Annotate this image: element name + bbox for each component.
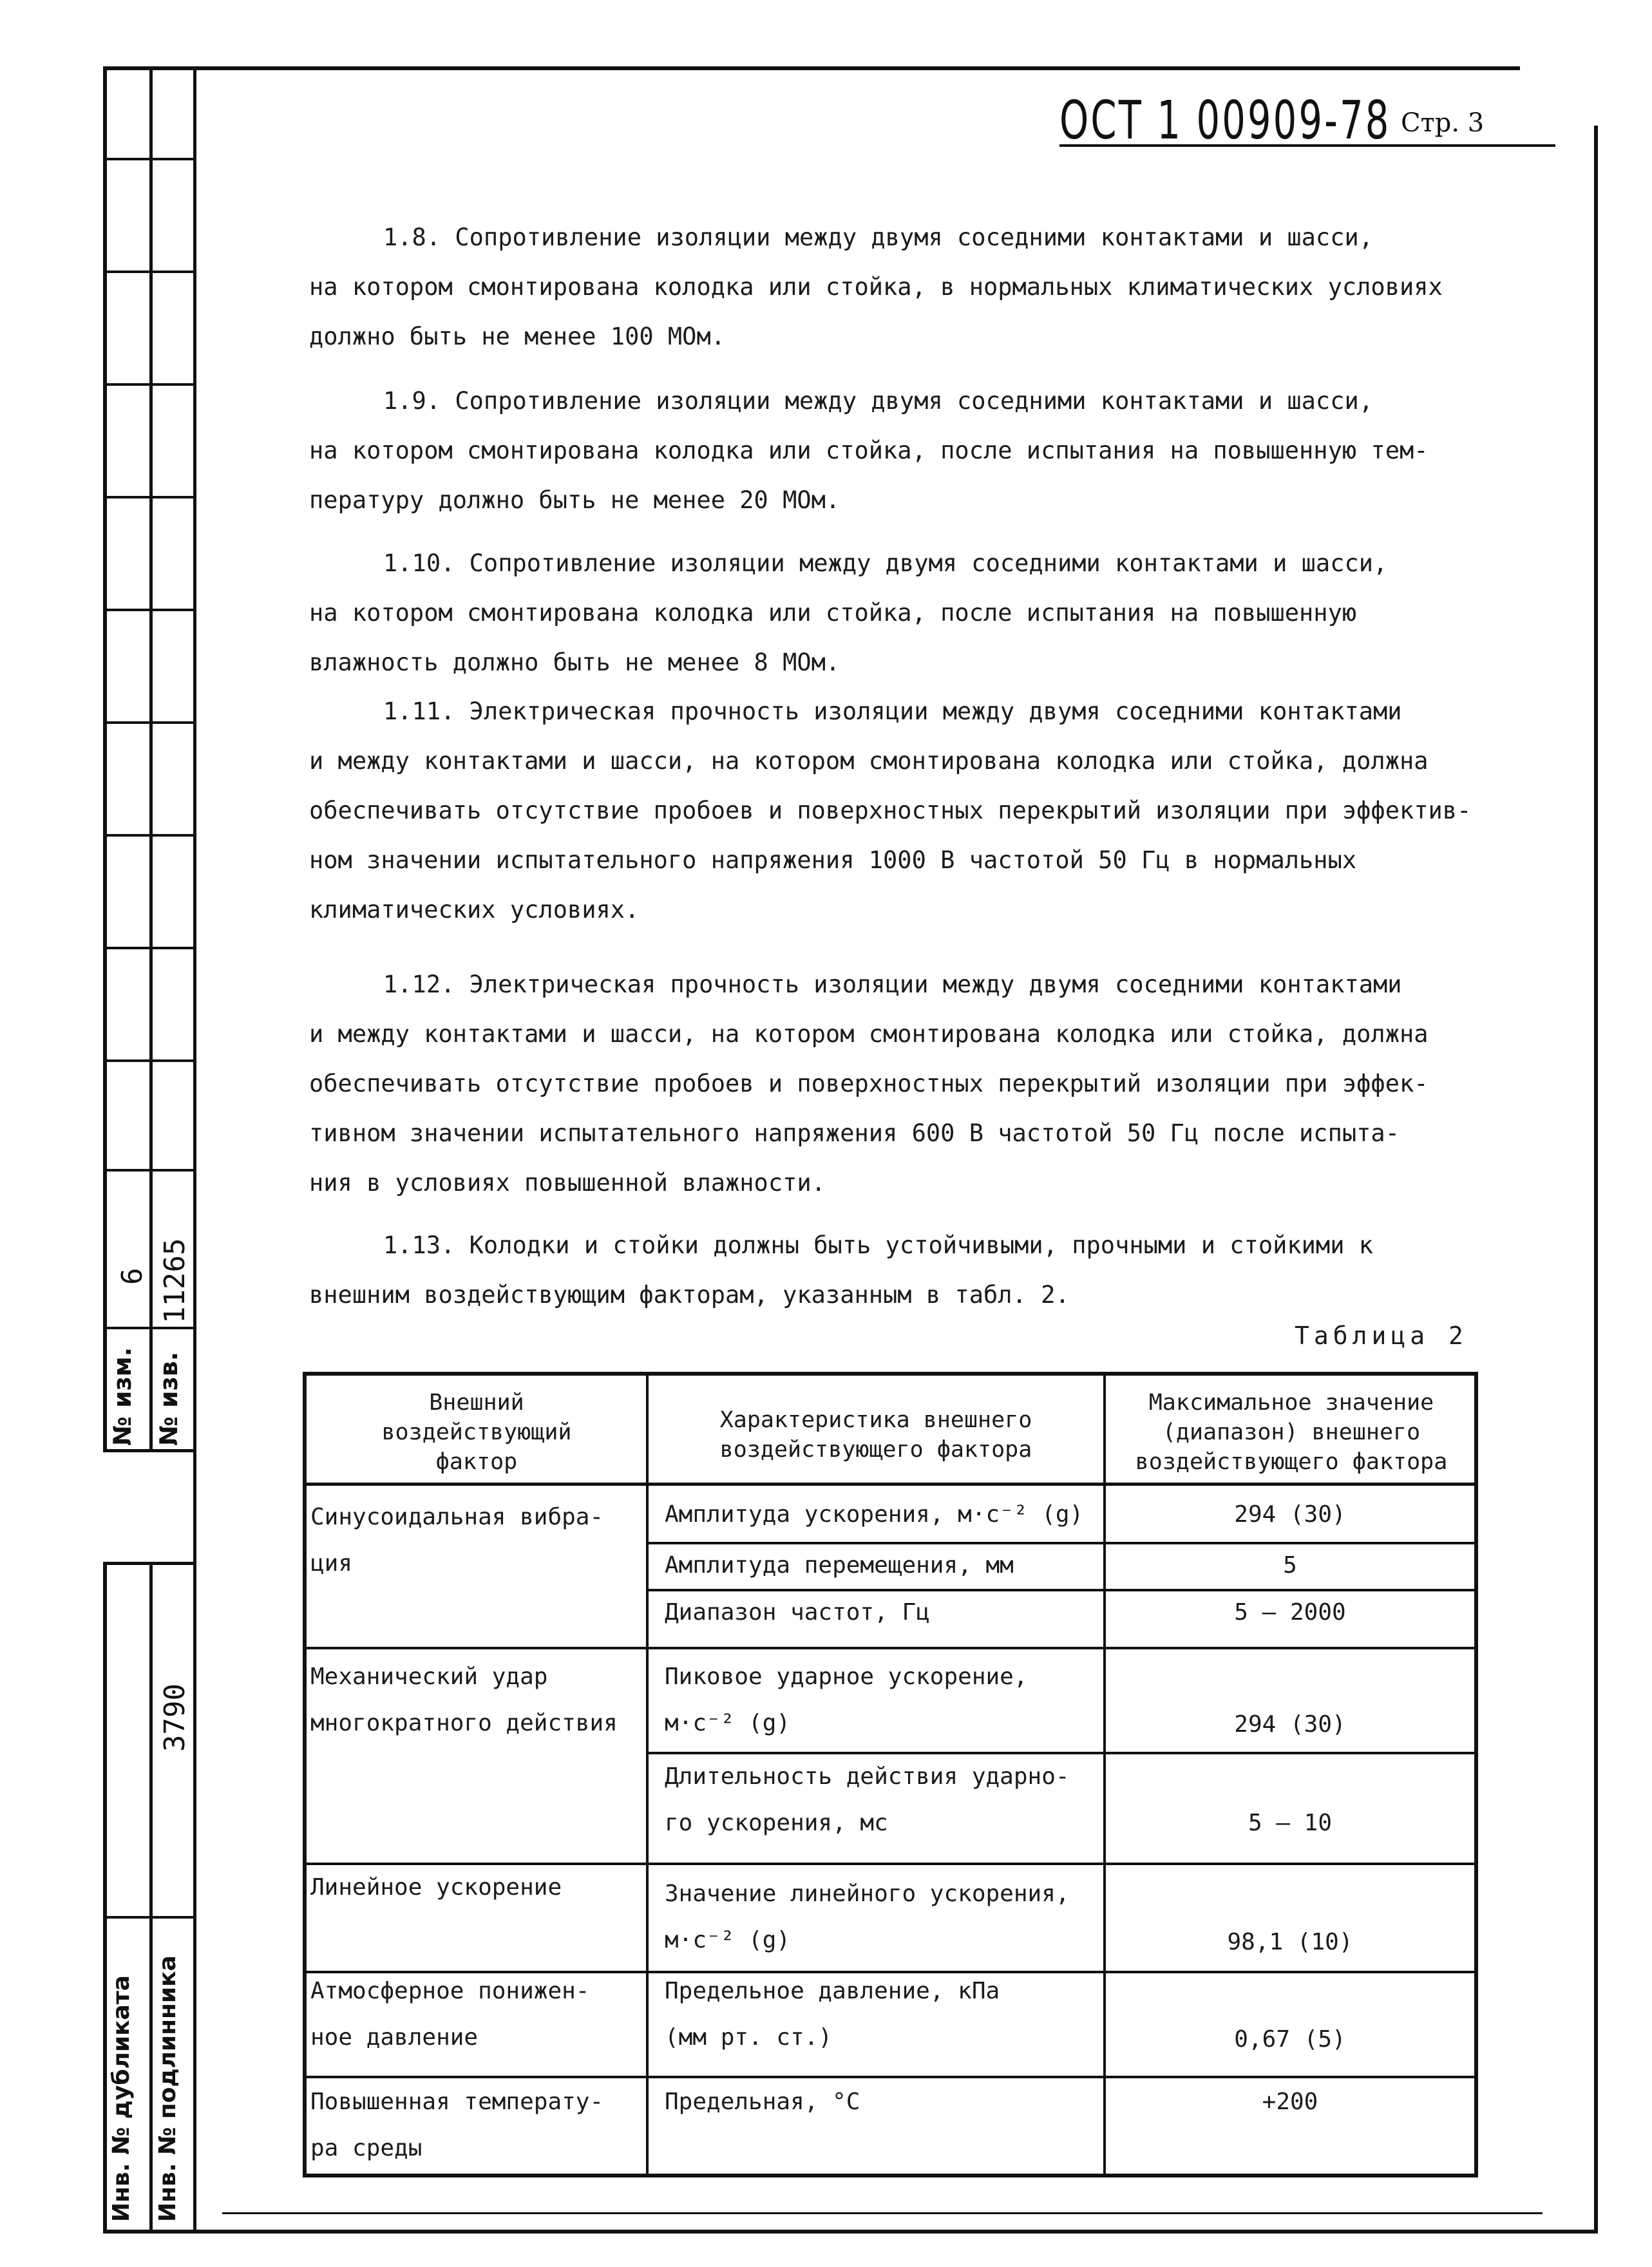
izv-label: № изв. xyxy=(155,1351,183,1446)
text-line: должно быть не менее 100 МОм. xyxy=(309,323,726,350)
factor-line: ция xyxy=(310,1550,353,1577)
factor-line: Синусоидальная вибра- xyxy=(310,1504,604,1530)
table-factor-cell xyxy=(310,1864,562,1911)
bottom-border-line xyxy=(103,2230,1598,2234)
table-characteristic-cell xyxy=(665,1968,1000,2061)
table-characteristic-cell xyxy=(665,1754,1070,1846)
factor-line: Атмосферное понижен- xyxy=(310,1978,590,2004)
strip-grid-line xyxy=(103,1562,196,1565)
strip-grid-line xyxy=(103,609,196,611)
table-characteristic-cell: Диапазон частот, Гц xyxy=(665,1599,930,1626)
table-value-cell: +200 xyxy=(1262,2089,1318,2115)
text-line: и между контактами и шасси, на котором смонтирована колодка или стойка, должна xyxy=(309,747,1429,775)
characteristic-line: (мм рт. ст.) xyxy=(665,2024,833,2051)
table-value-cell: 98,1 (10) xyxy=(1227,1929,1353,1955)
strip-grid-line xyxy=(103,1916,196,1919)
text-line: обеспечивать отсутствие пробоев и поверхностных перекрытий изоляции при эффек- xyxy=(309,1070,1429,1097)
table-characteristic-cell: Амплитуда ускорения, м·с⁻² (g) xyxy=(665,1501,1084,1528)
text-line: 1.11. Электрическая прочность изоляции между двумя соседними контактами xyxy=(383,697,1402,725)
strip-middle-line-lower xyxy=(149,1562,153,2232)
factor-line: Механический удар xyxy=(310,1664,548,1690)
paragraph-1-11 xyxy=(309,687,1520,934)
table-value-cell: 0,67 (5) xyxy=(1234,2026,1346,2053)
izm-value: 6 xyxy=(116,1267,149,1285)
factor-line: ра среды xyxy=(310,2135,422,2161)
characteristic-line: Предельное давление, кПа xyxy=(665,1978,1000,2004)
characteristic-line: го ускорения, мс xyxy=(665,1810,888,1836)
table-border xyxy=(303,1372,307,2177)
table-value-cell: 5 xyxy=(1283,1552,1297,1579)
text-line: на котором смонтирована колодка или стойка, после испытания на повышенную тем- xyxy=(309,437,1429,464)
text-line: ния в условиях повышенной влажности. xyxy=(309,1169,826,1197)
strip-grid-line xyxy=(103,383,196,386)
table-value-cell: 294 (30) xyxy=(1234,1711,1346,1738)
strip-grid-line xyxy=(103,1327,196,1329)
podl-label: Инв. № подлинника xyxy=(155,1955,181,2222)
text-line: пературу должно быть не менее 20 МОм. xyxy=(309,486,840,514)
strip-grid-line xyxy=(103,1059,196,1062)
text-line: 1.12. Электрическая прочность изоляции между двумя соседними контактами xyxy=(383,971,1402,998)
table-factor-cell xyxy=(310,1968,589,2061)
strip-grid-line xyxy=(103,1169,196,1171)
characteristic-line: Пиковое ударное ускорение, xyxy=(665,1664,1028,1690)
table-border xyxy=(303,1372,1478,1376)
text-line: на котором смонтирована колодка или стойка, в нормальных климатических условиях xyxy=(309,273,1443,301)
paragraph-1-8 xyxy=(309,213,1520,361)
table-header-factor: Внешний воздействующий фактор xyxy=(381,1390,572,1475)
strip-grid-line xyxy=(103,496,196,498)
table-value-cell: 5 – 10 xyxy=(1248,1810,1333,1836)
strip-grid-line xyxy=(103,947,196,949)
characteristic-line: Значение линейного ускорения, xyxy=(665,1881,1070,1907)
table-characteristic-cell: Предельная, °С xyxy=(665,2089,860,2115)
page-number: Стр. 3 xyxy=(1401,108,1485,138)
izm-label: № изм. xyxy=(108,1347,137,1446)
text-line: 1.9. Сопротивление изоляции между двумя соседними контактами и шасси, xyxy=(383,387,1374,415)
podl-value: 3790 xyxy=(158,1684,191,1752)
factor-line: Повышенная температу- xyxy=(310,2089,604,2115)
table-characteristic-cell xyxy=(665,1654,1028,1747)
factor-line: многократного действия xyxy=(310,1710,618,1736)
document-code: ОСТ 1 00909-78 xyxy=(1059,90,1391,151)
text-line: 1.10. Сопротивление изоляции между двумя соседними контактами и шасси, xyxy=(383,549,1388,577)
table-factor-cell xyxy=(310,1654,618,1747)
content-frame-left xyxy=(193,66,196,2232)
table-column-line xyxy=(646,1372,649,2177)
table-row-line xyxy=(303,2076,1478,2078)
text-line: влажность должно быть не менее 8 МОм. xyxy=(309,649,840,676)
strip-grid-line xyxy=(103,1449,196,1452)
right-border-line xyxy=(1594,126,1598,2232)
table-row-line xyxy=(303,1647,1478,1649)
text-line: внешним воздействующим факторам, указанным в табл. 2. xyxy=(309,1281,1070,1309)
strip-grid-line xyxy=(103,834,196,837)
table-border xyxy=(1474,1372,1478,2177)
characteristic-line: м·с⁻² (g) xyxy=(665,1927,791,1953)
table-caption: Таблица 2 xyxy=(1295,1322,1468,1350)
table-factor-cell xyxy=(310,2079,603,2172)
paragraph-1-9 xyxy=(309,376,1520,525)
strip-outer-line xyxy=(103,66,107,1451)
strip-grid-line xyxy=(103,270,196,273)
text-line: тивном значении испытательного напряжения 600 В частотой 50 Гц после испыта- xyxy=(309,1119,1400,1147)
dubl-label: Инв. № дубликата xyxy=(108,1975,135,2222)
factor-line: ное давление xyxy=(310,2024,479,2051)
paragraph-1-10 xyxy=(309,538,1520,687)
top-border-line xyxy=(103,66,1520,70)
characteristic-line: м·с⁻² (g) xyxy=(665,1710,791,1736)
table-factor-cell xyxy=(310,1494,603,1587)
table-header-characteristic: Характеристика внешнего воздействующего фактора xyxy=(719,1407,1032,1463)
table-value-cell: 294 (30) xyxy=(1234,1501,1346,1528)
text-line: 1.13. Колодки и стойки должны быть устойчивыми, прочными и стойкими к xyxy=(383,1231,1374,1259)
strip-outer-line-lower xyxy=(103,1562,107,2232)
table-border xyxy=(303,2174,1478,2177)
table-value-cell: 5 – 2000 xyxy=(1234,1599,1346,1626)
strip-middle-line xyxy=(149,66,153,1451)
table-characteristic-cell: Амплитуда перемещения, мм xyxy=(665,1552,1014,1579)
paragraph-1-12 xyxy=(309,960,1520,1208)
table-header-max-value: Максимальное значение (диапазон) внешнего воздействующего фактора xyxy=(1135,1390,1448,1475)
text-line: климатических условиях. xyxy=(309,896,640,924)
bottom-inner-line xyxy=(222,2212,1543,2214)
text-line: 1.8. Сопротивление изоляции между двумя соседними контактами и шасси, xyxy=(383,223,1374,251)
table-characteristic-cell xyxy=(665,1871,1070,1964)
strip-grid-line xyxy=(103,158,196,160)
izv-value: 11265 xyxy=(158,1238,191,1323)
text-line: обеспечивать отсутствие пробоев и поверхностных перекрытий изоляции при эффектив- xyxy=(309,797,1472,824)
text-line: и между контактами и шасси, на котором смонтирована колодка или стойка, должна xyxy=(309,1020,1429,1048)
text-line: на котором смонтирована колодка или стойка, после испытания на повышенную xyxy=(309,599,1357,627)
paragraph-1-13 xyxy=(309,1220,1520,1320)
characteristic-line: Длительность действия ударно- xyxy=(665,1763,1070,1790)
strip-grid-line xyxy=(103,721,196,724)
text-line: ном значении испытательного напряжения 1000 В частотой 50 Гц в нормальных xyxy=(309,846,1357,874)
table-row-line xyxy=(303,1483,1478,1486)
factor-line: Линейное ускорение xyxy=(310,1874,562,1901)
